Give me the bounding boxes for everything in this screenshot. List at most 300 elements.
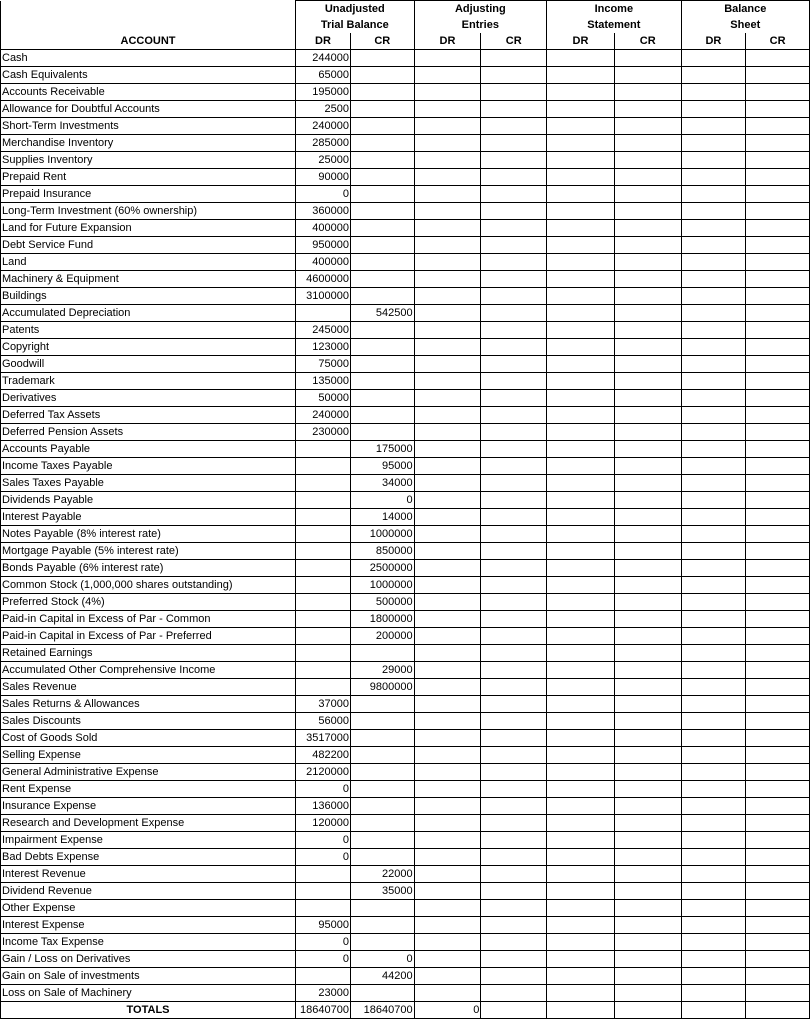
income-cr[interactable] (614, 390, 681, 407)
balance-dr[interactable] (681, 407, 746, 424)
trial-balance-cr[interactable] (350, 50, 414, 67)
income-cr[interactable] (614, 186, 681, 203)
trial-balance-dr[interactable] (296, 492, 351, 509)
adjusting-dr[interactable] (414, 543, 481, 560)
adjusting-dr[interactable] (414, 917, 481, 934)
adjusting-dr[interactable] (414, 492, 481, 509)
income-cr[interactable] (614, 764, 681, 781)
balance-dr[interactable] (681, 152, 746, 169)
adjusting-cr[interactable] (481, 815, 547, 832)
income-dr[interactable] (547, 305, 615, 322)
adjusting-cr[interactable] (481, 288, 547, 305)
balance-cr[interactable] (746, 934, 810, 951)
adjusting-dr[interactable] (414, 560, 481, 577)
adjusting-dr[interactable] (414, 866, 481, 883)
adjusting-dr[interactable] (414, 713, 481, 730)
adjusting-dr[interactable] (414, 186, 481, 203)
balance-cr[interactable] (746, 288, 810, 305)
income-cr[interactable] (614, 271, 681, 288)
income-dr[interactable] (547, 764, 615, 781)
income-dr[interactable] (547, 169, 615, 186)
balance-dr[interactable] (681, 441, 746, 458)
income-cr[interactable] (614, 475, 681, 492)
trial-balance-dr[interactable]: 95000 (296, 917, 351, 934)
balance-cr[interactable] (746, 917, 810, 934)
balance-dr[interactable] (681, 781, 746, 798)
income-cr[interactable] (614, 866, 681, 883)
adjusting-cr[interactable] (481, 628, 547, 645)
income-cr[interactable] (614, 322, 681, 339)
adjusting-cr[interactable] (481, 577, 547, 594)
trial-balance-cr[interactable] (350, 832, 414, 849)
balance-dr[interactable] (681, 305, 746, 322)
balance-cr[interactable] (746, 390, 810, 407)
balance-cr[interactable] (746, 50, 810, 67)
trial-balance-cr[interactable] (350, 220, 414, 237)
income-dr[interactable] (547, 322, 615, 339)
trial-balance-cr[interactable]: 0 (350, 951, 414, 968)
income-cr[interactable] (614, 611, 681, 628)
balance-dr[interactable] (681, 628, 746, 645)
adjusting-cr[interactable] (481, 203, 547, 220)
trial-balance-cr[interactable] (350, 118, 414, 135)
adjusting-cr[interactable] (481, 254, 547, 271)
trial-balance-dr[interactable]: 950000 (296, 237, 351, 254)
adjusting-cr[interactable] (481, 934, 547, 951)
balance-dr[interactable] (681, 883, 746, 900)
trial-balance-dr[interactable] (296, 305, 351, 322)
adjusting-cr[interactable] (481, 543, 547, 560)
income-cr[interactable] (614, 645, 681, 662)
trial-balance-cr[interactable] (350, 747, 414, 764)
income-cr[interactable] (614, 356, 681, 373)
adjusting-cr[interactable] (481, 560, 547, 577)
adjusting-cr[interactable] (481, 968, 547, 985)
balance-cr[interactable] (746, 67, 810, 84)
balance-cr[interactable] (746, 730, 810, 747)
income-cr[interactable] (614, 101, 681, 118)
income-cr[interactable] (614, 917, 681, 934)
trial-balance-cr[interactable] (350, 254, 414, 271)
balance-cr[interactable] (746, 356, 810, 373)
income-dr[interactable] (547, 883, 615, 900)
income-cr[interactable] (614, 883, 681, 900)
adjusting-dr[interactable] (414, 458, 481, 475)
trial-balance-dr[interactable] (296, 968, 351, 985)
balance-cr[interactable] (746, 509, 810, 526)
trial-balance-dr[interactable] (296, 526, 351, 543)
income-dr[interactable] (547, 492, 615, 509)
trial-balance-cr[interactable] (350, 186, 414, 203)
trial-balance-cr[interactable]: 0 (350, 492, 414, 509)
adjusting-cr[interactable] (481, 492, 547, 509)
adjusting-dr[interactable] (414, 373, 481, 390)
trial-balance-dr[interactable] (296, 509, 351, 526)
adjusting-cr[interactable] (481, 67, 547, 84)
income-cr[interactable] (614, 169, 681, 186)
balance-cr[interactable] (746, 968, 810, 985)
trial-balance-cr[interactable]: 500000 (350, 594, 414, 611)
trial-balance-cr[interactable] (350, 424, 414, 441)
balance-dr[interactable] (681, 322, 746, 339)
income-dr[interactable] (547, 356, 615, 373)
trial-balance-dr[interactable]: 56000 (296, 713, 351, 730)
income-cr[interactable] (614, 594, 681, 611)
income-dr[interactable] (547, 237, 615, 254)
income-dr[interactable] (547, 135, 615, 152)
adjusting-cr[interactable] (481, 169, 547, 186)
balance-cr[interactable] (746, 339, 810, 356)
income-dr[interactable] (547, 900, 615, 917)
balance-dr[interactable] (681, 526, 746, 543)
income-dr[interactable] (547, 203, 615, 220)
trial-balance-cr[interactable] (350, 696, 414, 713)
income-cr[interactable] (614, 203, 681, 220)
trial-balance-dr[interactable] (296, 645, 351, 662)
adjusting-cr[interactable] (481, 951, 547, 968)
adjusting-cr[interactable] (481, 271, 547, 288)
balance-dr[interactable] (681, 798, 746, 815)
trial-balance-cr[interactable]: 200000 (350, 628, 414, 645)
balance-dr[interactable] (681, 356, 746, 373)
balance-dr[interactable] (681, 934, 746, 951)
income-dr[interactable] (547, 934, 615, 951)
adjusting-cr[interactable] (481, 475, 547, 492)
income-dr[interactable] (547, 390, 615, 407)
balance-dr[interactable] (681, 577, 746, 594)
balance-cr[interactable] (746, 373, 810, 390)
income-cr[interactable] (614, 152, 681, 169)
trial-balance-dr[interactable]: 2120000 (296, 764, 351, 781)
balance-dr[interactable] (681, 50, 746, 67)
income-cr[interactable] (614, 458, 681, 475)
income-dr[interactable] (547, 407, 615, 424)
balance-dr[interactable] (681, 203, 746, 220)
balance-cr[interactable] (746, 118, 810, 135)
income-dr[interactable] (547, 577, 615, 594)
adjusting-cr[interactable] (481, 220, 547, 237)
trial-balance-dr[interactable]: 4600000 (296, 271, 351, 288)
balance-dr[interactable] (681, 662, 746, 679)
income-dr[interactable] (547, 67, 615, 84)
adjusting-cr[interactable] (481, 50, 547, 67)
adjusting-dr[interactable] (414, 84, 481, 101)
balance-dr[interactable] (681, 458, 746, 475)
trial-balance-cr[interactable] (350, 169, 414, 186)
balance-cr[interactable] (746, 679, 810, 696)
income-dr[interactable] (547, 679, 615, 696)
trial-balance-dr[interactable]: 37000 (296, 696, 351, 713)
adjusting-dr[interactable] (414, 730, 481, 747)
trial-balance-dr[interactable]: 0 (296, 186, 351, 203)
income-cr[interactable] (614, 781, 681, 798)
adjusting-cr[interactable] (481, 747, 547, 764)
trial-balance-cr[interactable] (350, 152, 414, 169)
adjusting-dr[interactable] (414, 526, 481, 543)
adjusting-dr[interactable] (414, 220, 481, 237)
balance-dr[interactable] (681, 169, 746, 186)
income-cr[interactable] (614, 84, 681, 101)
adjusting-dr[interactable] (414, 611, 481, 628)
adjusting-dr[interactable] (414, 832, 481, 849)
trial-balance-cr[interactable]: 9800000 (350, 679, 414, 696)
adjusting-dr[interactable] (414, 441, 481, 458)
trial-balance-dr[interactable] (296, 458, 351, 475)
trial-balance-dr[interactable] (296, 441, 351, 458)
trial-balance-dr[interactable]: 65000 (296, 67, 351, 84)
adjusting-dr[interactable] (414, 951, 481, 968)
trial-balance-cr[interactable] (350, 985, 414, 1002)
trial-balance-cr[interactable] (350, 135, 414, 152)
balance-dr[interactable] (681, 339, 746, 356)
income-cr[interactable] (614, 747, 681, 764)
balance-cr[interactable] (746, 577, 810, 594)
income-cr[interactable] (614, 798, 681, 815)
trial-balance-cr[interactable] (350, 84, 414, 101)
balance-dr[interactable] (681, 594, 746, 611)
trial-balance-cr[interactable] (350, 849, 414, 866)
adjusting-dr[interactable] (414, 152, 481, 169)
trial-balance-cr[interactable] (350, 645, 414, 662)
trial-balance-dr[interactable]: 244000 (296, 50, 351, 67)
adjusting-cr[interactable] (481, 900, 547, 917)
adjusting-dr[interactable] (414, 628, 481, 645)
adjusting-dr[interactable] (414, 50, 481, 67)
trial-balance-dr[interactable]: 482200 (296, 747, 351, 764)
income-cr[interactable] (614, 526, 681, 543)
income-dr[interactable] (547, 866, 615, 883)
balance-dr[interactable] (681, 560, 746, 577)
adjusting-dr[interactable] (414, 747, 481, 764)
adjusting-dr[interactable] (414, 815, 481, 832)
income-dr[interactable] (547, 509, 615, 526)
balance-dr[interactable] (681, 815, 746, 832)
income-cr[interactable] (614, 985, 681, 1002)
balance-dr[interactable] (681, 917, 746, 934)
income-cr[interactable] (614, 373, 681, 390)
income-dr[interactable] (547, 101, 615, 118)
balance-cr[interactable] (746, 254, 810, 271)
balance-dr[interactable] (681, 849, 746, 866)
adjusting-dr[interactable] (414, 407, 481, 424)
income-cr[interactable] (614, 50, 681, 67)
adjusting-dr[interactable] (414, 203, 481, 220)
adjusting-cr[interactable] (481, 679, 547, 696)
adjusting-dr[interactable] (414, 645, 481, 662)
adjusting-cr[interactable] (481, 594, 547, 611)
balance-cr[interactable] (746, 628, 810, 645)
income-dr[interactable] (547, 118, 615, 135)
income-cr[interactable] (614, 67, 681, 84)
income-dr[interactable] (547, 781, 615, 798)
balance-cr[interactable] (746, 713, 810, 730)
balance-dr[interactable] (681, 135, 746, 152)
income-cr[interactable] (614, 441, 681, 458)
income-dr[interactable] (547, 543, 615, 560)
income-cr[interactable] (614, 628, 681, 645)
adjusting-cr[interactable] (481, 118, 547, 135)
balance-cr[interactable] (746, 662, 810, 679)
balance-dr[interactable] (681, 764, 746, 781)
balance-dr[interactable] (681, 220, 746, 237)
income-dr[interactable] (547, 152, 615, 169)
balance-dr[interactable] (681, 645, 746, 662)
trial-balance-dr[interactable]: 240000 (296, 118, 351, 135)
income-cr[interactable] (614, 339, 681, 356)
income-cr[interactable] (614, 543, 681, 560)
adjusting-cr[interactable] (481, 849, 547, 866)
balance-dr[interactable] (681, 611, 746, 628)
income-dr[interactable] (547, 917, 615, 934)
income-dr[interactable] (547, 526, 615, 543)
adjusting-cr[interactable] (481, 135, 547, 152)
income-cr[interactable] (614, 509, 681, 526)
adjusting-cr[interactable] (481, 798, 547, 815)
balance-cr[interactable] (746, 594, 810, 611)
trial-balance-dr[interactable]: 400000 (296, 220, 351, 237)
balance-cr[interactable] (746, 407, 810, 424)
trial-balance-dr[interactable] (296, 611, 351, 628)
trial-balance-cr[interactable] (350, 917, 414, 934)
income-cr[interactable] (614, 849, 681, 866)
adjusting-dr[interactable] (414, 781, 481, 798)
balance-dr[interactable] (681, 186, 746, 203)
income-cr[interactable] (614, 951, 681, 968)
trial-balance-cr[interactable] (350, 288, 414, 305)
trial-balance-dr[interactable]: 136000 (296, 798, 351, 815)
income-dr[interactable] (547, 645, 615, 662)
balance-cr[interactable] (746, 220, 810, 237)
trial-balance-cr[interactable] (350, 764, 414, 781)
income-cr[interactable] (614, 254, 681, 271)
trial-balance-cr[interactable] (350, 730, 414, 747)
adjusting-dr[interactable] (414, 849, 481, 866)
trial-balance-cr[interactable] (350, 237, 414, 254)
income-dr[interactable] (547, 985, 615, 1002)
adjusting-cr[interactable] (481, 764, 547, 781)
balance-dr[interactable] (681, 985, 746, 1002)
trial-balance-dr[interactable]: 135000 (296, 373, 351, 390)
income-dr[interactable] (547, 458, 615, 475)
balance-cr[interactable] (746, 832, 810, 849)
income-dr[interactable] (547, 441, 615, 458)
balance-dr[interactable] (681, 730, 746, 747)
adjusting-dr[interactable] (414, 934, 481, 951)
adjusting-dr[interactable] (414, 577, 481, 594)
trial-balance-dr[interactable] (296, 560, 351, 577)
income-dr[interactable] (547, 628, 615, 645)
adjusting-dr[interactable] (414, 135, 481, 152)
balance-dr[interactable] (681, 747, 746, 764)
income-cr[interactable] (614, 832, 681, 849)
trial-balance-dr[interactable]: 0 (296, 781, 351, 798)
income-cr[interactable] (614, 696, 681, 713)
trial-balance-cr[interactable] (350, 815, 414, 832)
adjusting-cr[interactable] (481, 696, 547, 713)
adjusting-dr[interactable] (414, 985, 481, 1002)
adjusting-cr[interactable] (481, 84, 547, 101)
income-dr[interactable] (547, 475, 615, 492)
trial-balance-cr[interactable]: 175000 (350, 441, 414, 458)
adjusting-dr[interactable] (414, 509, 481, 526)
income-dr[interactable] (547, 254, 615, 271)
trial-balance-dr[interactable]: 25000 (296, 152, 351, 169)
income-cr[interactable] (614, 407, 681, 424)
income-dr[interactable] (547, 288, 615, 305)
adjusting-dr[interactable] (414, 968, 481, 985)
trial-balance-dr[interactable]: 400000 (296, 254, 351, 271)
trial-balance-dr[interactable]: 123000 (296, 339, 351, 356)
balance-cr[interactable] (746, 764, 810, 781)
balance-dr[interactable] (681, 424, 746, 441)
trial-balance-cr[interactable] (350, 339, 414, 356)
income-cr[interactable] (614, 237, 681, 254)
trial-balance-cr[interactable] (350, 203, 414, 220)
adjusting-dr[interactable] (414, 883, 481, 900)
trial-balance-cr[interactable]: 14000 (350, 509, 414, 526)
trial-balance-cr[interactable] (350, 322, 414, 339)
income-cr[interactable] (614, 968, 681, 985)
income-cr[interactable] (614, 492, 681, 509)
adjusting-dr[interactable] (414, 696, 481, 713)
adjusting-cr[interactable] (481, 509, 547, 526)
income-cr[interactable] (614, 679, 681, 696)
adjusting-cr[interactable] (481, 237, 547, 254)
income-dr[interactable] (547, 849, 615, 866)
balance-dr[interactable] (681, 951, 746, 968)
balance-cr[interactable] (746, 424, 810, 441)
income-dr[interactable] (547, 798, 615, 815)
trial-balance-dr[interactable] (296, 662, 351, 679)
balance-cr[interactable] (746, 237, 810, 254)
income-dr[interactable] (547, 611, 615, 628)
balance-dr[interactable] (681, 118, 746, 135)
trial-balance-dr[interactable]: 240000 (296, 407, 351, 424)
trial-balance-dr[interactable]: 90000 (296, 169, 351, 186)
adjusting-cr[interactable] (481, 186, 547, 203)
trial-balance-dr[interactable]: 75000 (296, 356, 351, 373)
balance-cr[interactable] (746, 84, 810, 101)
adjusting-cr[interactable] (481, 526, 547, 543)
adjusting-dr[interactable] (414, 679, 481, 696)
balance-dr[interactable] (681, 254, 746, 271)
trial-balance-cr[interactable] (350, 356, 414, 373)
balance-dr[interactable] (681, 271, 746, 288)
income-dr[interactable] (547, 50, 615, 67)
balance-cr[interactable] (746, 866, 810, 883)
trial-balance-dr[interactable] (296, 679, 351, 696)
balance-cr[interactable] (746, 492, 810, 509)
adjusting-cr[interactable] (481, 662, 547, 679)
balance-dr[interactable] (681, 237, 746, 254)
adjusting-cr[interactable] (481, 373, 547, 390)
balance-dr[interactable] (681, 696, 746, 713)
income-dr[interactable] (547, 730, 615, 747)
trial-balance-cr[interactable] (350, 713, 414, 730)
adjusting-cr[interactable] (481, 730, 547, 747)
income-dr[interactable] (547, 560, 615, 577)
trial-balance-dr[interactable]: 0 (296, 849, 351, 866)
balance-dr[interactable] (681, 509, 746, 526)
trial-balance-dr[interactable] (296, 475, 351, 492)
balance-dr[interactable] (681, 968, 746, 985)
trial-balance-cr[interactable]: 1000000 (350, 526, 414, 543)
income-cr[interactable] (614, 730, 681, 747)
trial-balance-dr[interactable]: 245000 (296, 322, 351, 339)
trial-balance-dr[interactable] (296, 628, 351, 645)
balance-dr[interactable] (681, 492, 746, 509)
trial-balance-dr[interactable]: 3100000 (296, 288, 351, 305)
